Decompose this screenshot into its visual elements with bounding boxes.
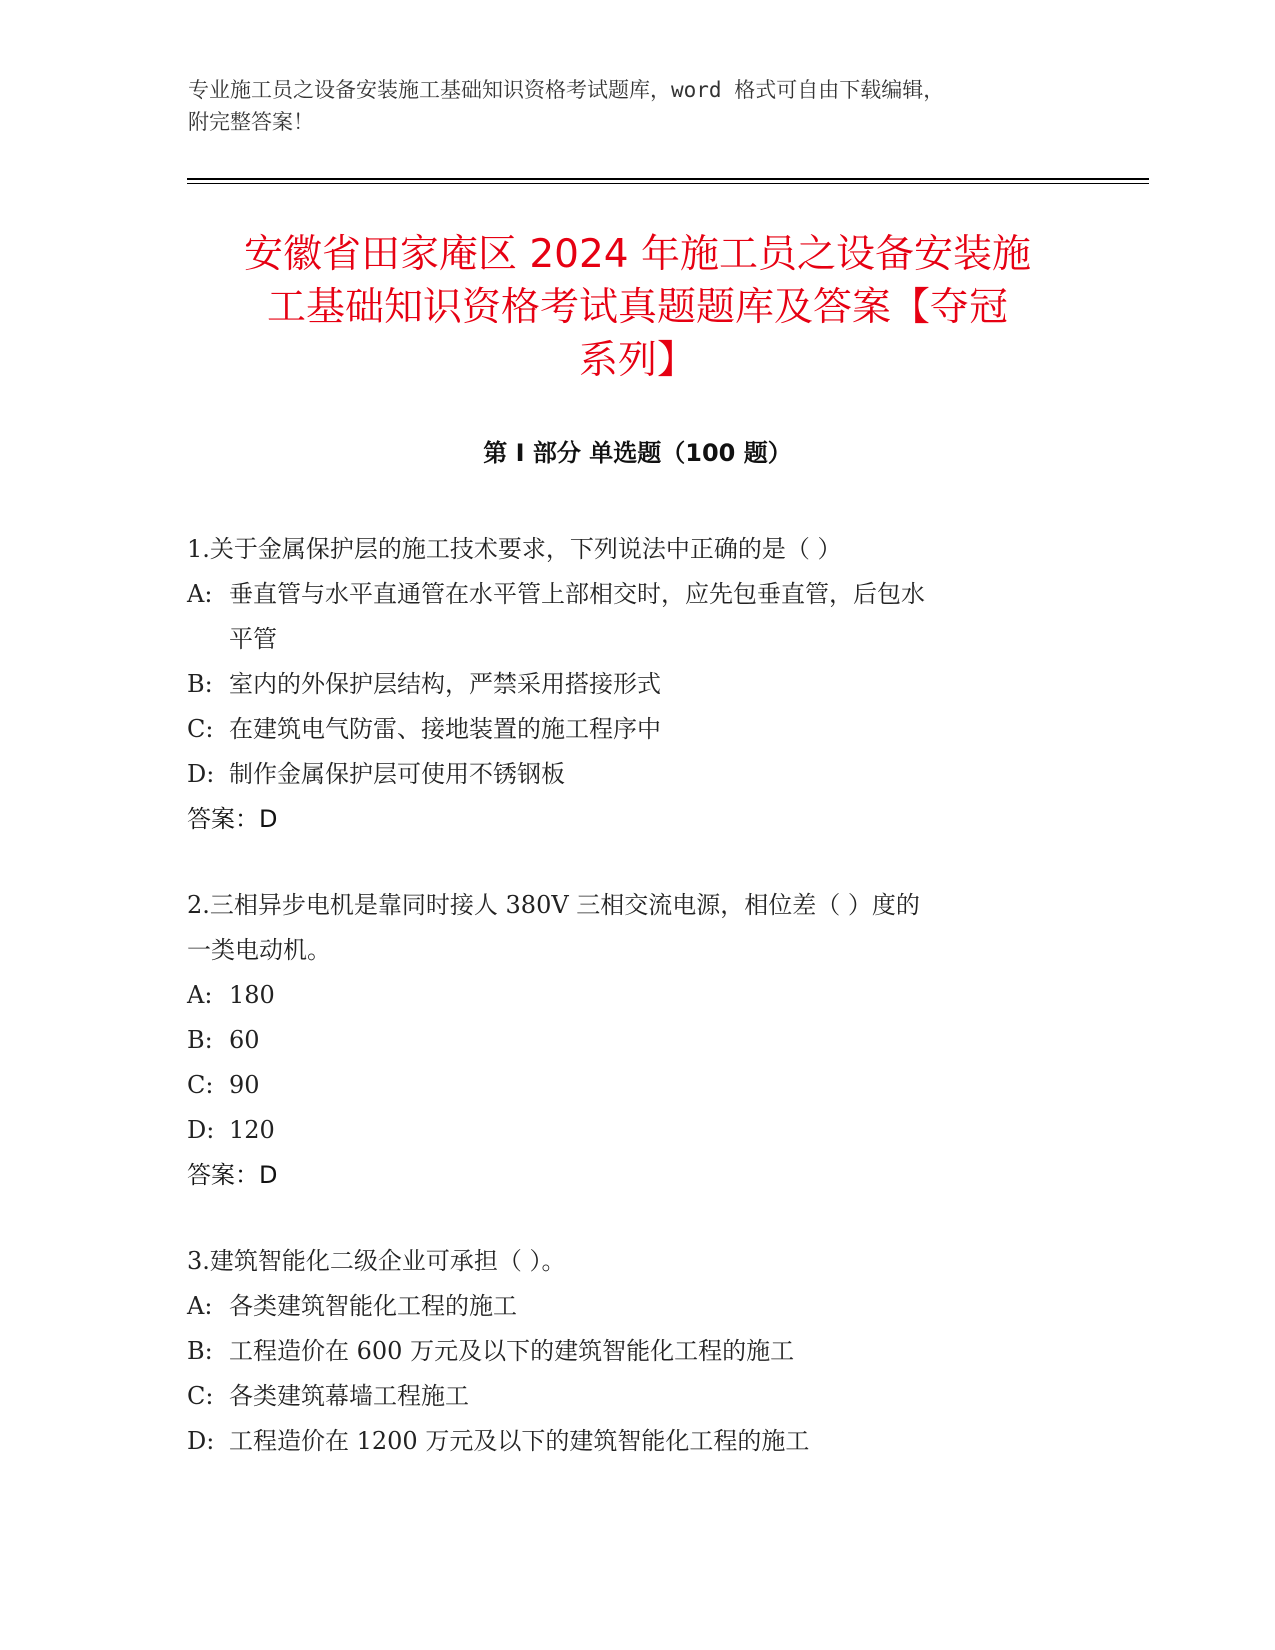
option-letter: D:	[187, 1116, 215, 1144]
option-letter: C:	[187, 1071, 214, 1099]
question-block	[187, 883, 1087, 1198]
document-title	[160, 228, 1115, 387]
question-block	[187, 527, 1087, 842]
answer-line: 答案：D	[187, 805, 278, 833]
option-letter: A:	[187, 981, 213, 1009]
document-title-line: 安徽省田家庵区 2024 年施工员之设备安装施	[243, 232, 1032, 277]
question-list	[187, 527, 1087, 1505]
option-letter: B:	[187, 670, 213, 698]
option-text: 垂直管与水平直通管在水平管上部相交时，应先包垂直管，后包水 平管	[229, 580, 925, 653]
option-row	[187, 662, 1087, 707]
option-row	[187, 752, 1087, 797]
option-row	[187, 1284, 1087, 1329]
option-row	[187, 1018, 1087, 1063]
option-row	[187, 1419, 1087, 1464]
option-row	[187, 1329, 1087, 1374]
document-title-line: 系列】	[578, 338, 696, 383]
option-letter: C:	[187, 1382, 214, 1410]
option-letter: D:	[187, 1427, 215, 1455]
option-text: 120	[229, 1116, 275, 1144]
option-text: 工程造价在 600 万元及以下的建筑智能化工程的施工	[229, 1337, 795, 1365]
option-letter: B:	[187, 1026, 213, 1054]
header-note	[188, 74, 1068, 138]
option-text: 制作金属保护层可使用不锈钢板	[229, 760, 565, 788]
option-text: 在建筑电气防雷、接地装置的施工程序中	[229, 715, 661, 743]
option-row	[187, 1063, 1087, 1108]
question-stem: 3.建筑智能化二级企业可承担（ ）。	[187, 1247, 566, 1275]
option-letter: A:	[187, 580, 213, 608]
header-note-line: 附完整答案！	[188, 110, 314, 134]
section-title: 第 I 部分 单选题（100 题）	[483, 439, 792, 467]
option-letter: B:	[187, 1337, 213, 1365]
option-row	[187, 1374, 1087, 1419]
question-stem: 2.三相异步电机是靠同时接人 380V 三相交流电源，相位差（ ）度的	[187, 891, 920, 919]
option-letter: C:	[187, 715, 214, 743]
header-rule-thin	[187, 183, 1149, 184]
option-text: 180	[229, 981, 275, 1009]
option-text: 60	[229, 1026, 260, 1054]
option-letter: D:	[187, 760, 215, 788]
option-letter: A:	[187, 1292, 213, 1320]
header-rule-thick	[187, 178, 1149, 180]
option-text: 室内的外保护层结构，严禁采用搭接形式	[229, 670, 661, 698]
option-row	[187, 707, 1087, 752]
question-block	[187, 1239, 1087, 1464]
answer-line: 答案：D	[187, 1161, 278, 1189]
option-text: 各类建筑智能化工程的施工	[229, 1292, 517, 1320]
document-title-line: 工基础知识资格考试真题题库及答案【夺冠	[266, 285, 1008, 330]
option-text: 90	[229, 1071, 260, 1099]
option-text: 工程造价在 1200 万元及以下的建筑智能化工程的施工	[229, 1427, 810, 1455]
option-row	[187, 973, 1087, 1018]
option-text: 各类建筑幕墙工程施工	[229, 1382, 469, 1410]
question-stem: 1.关于金属保护层的施工技术要求，下列说法中正确的是（ ）	[187, 535, 842, 563]
header-note-line: 专业施工员之设备安装施工基础知识资格考试题库，word 格式可自由下载编辑，	[188, 78, 945, 102]
question-stem: 一类电动机。	[187, 936, 331, 964]
option-row	[187, 1108, 1087, 1153]
option-row	[187, 572, 1087, 662]
